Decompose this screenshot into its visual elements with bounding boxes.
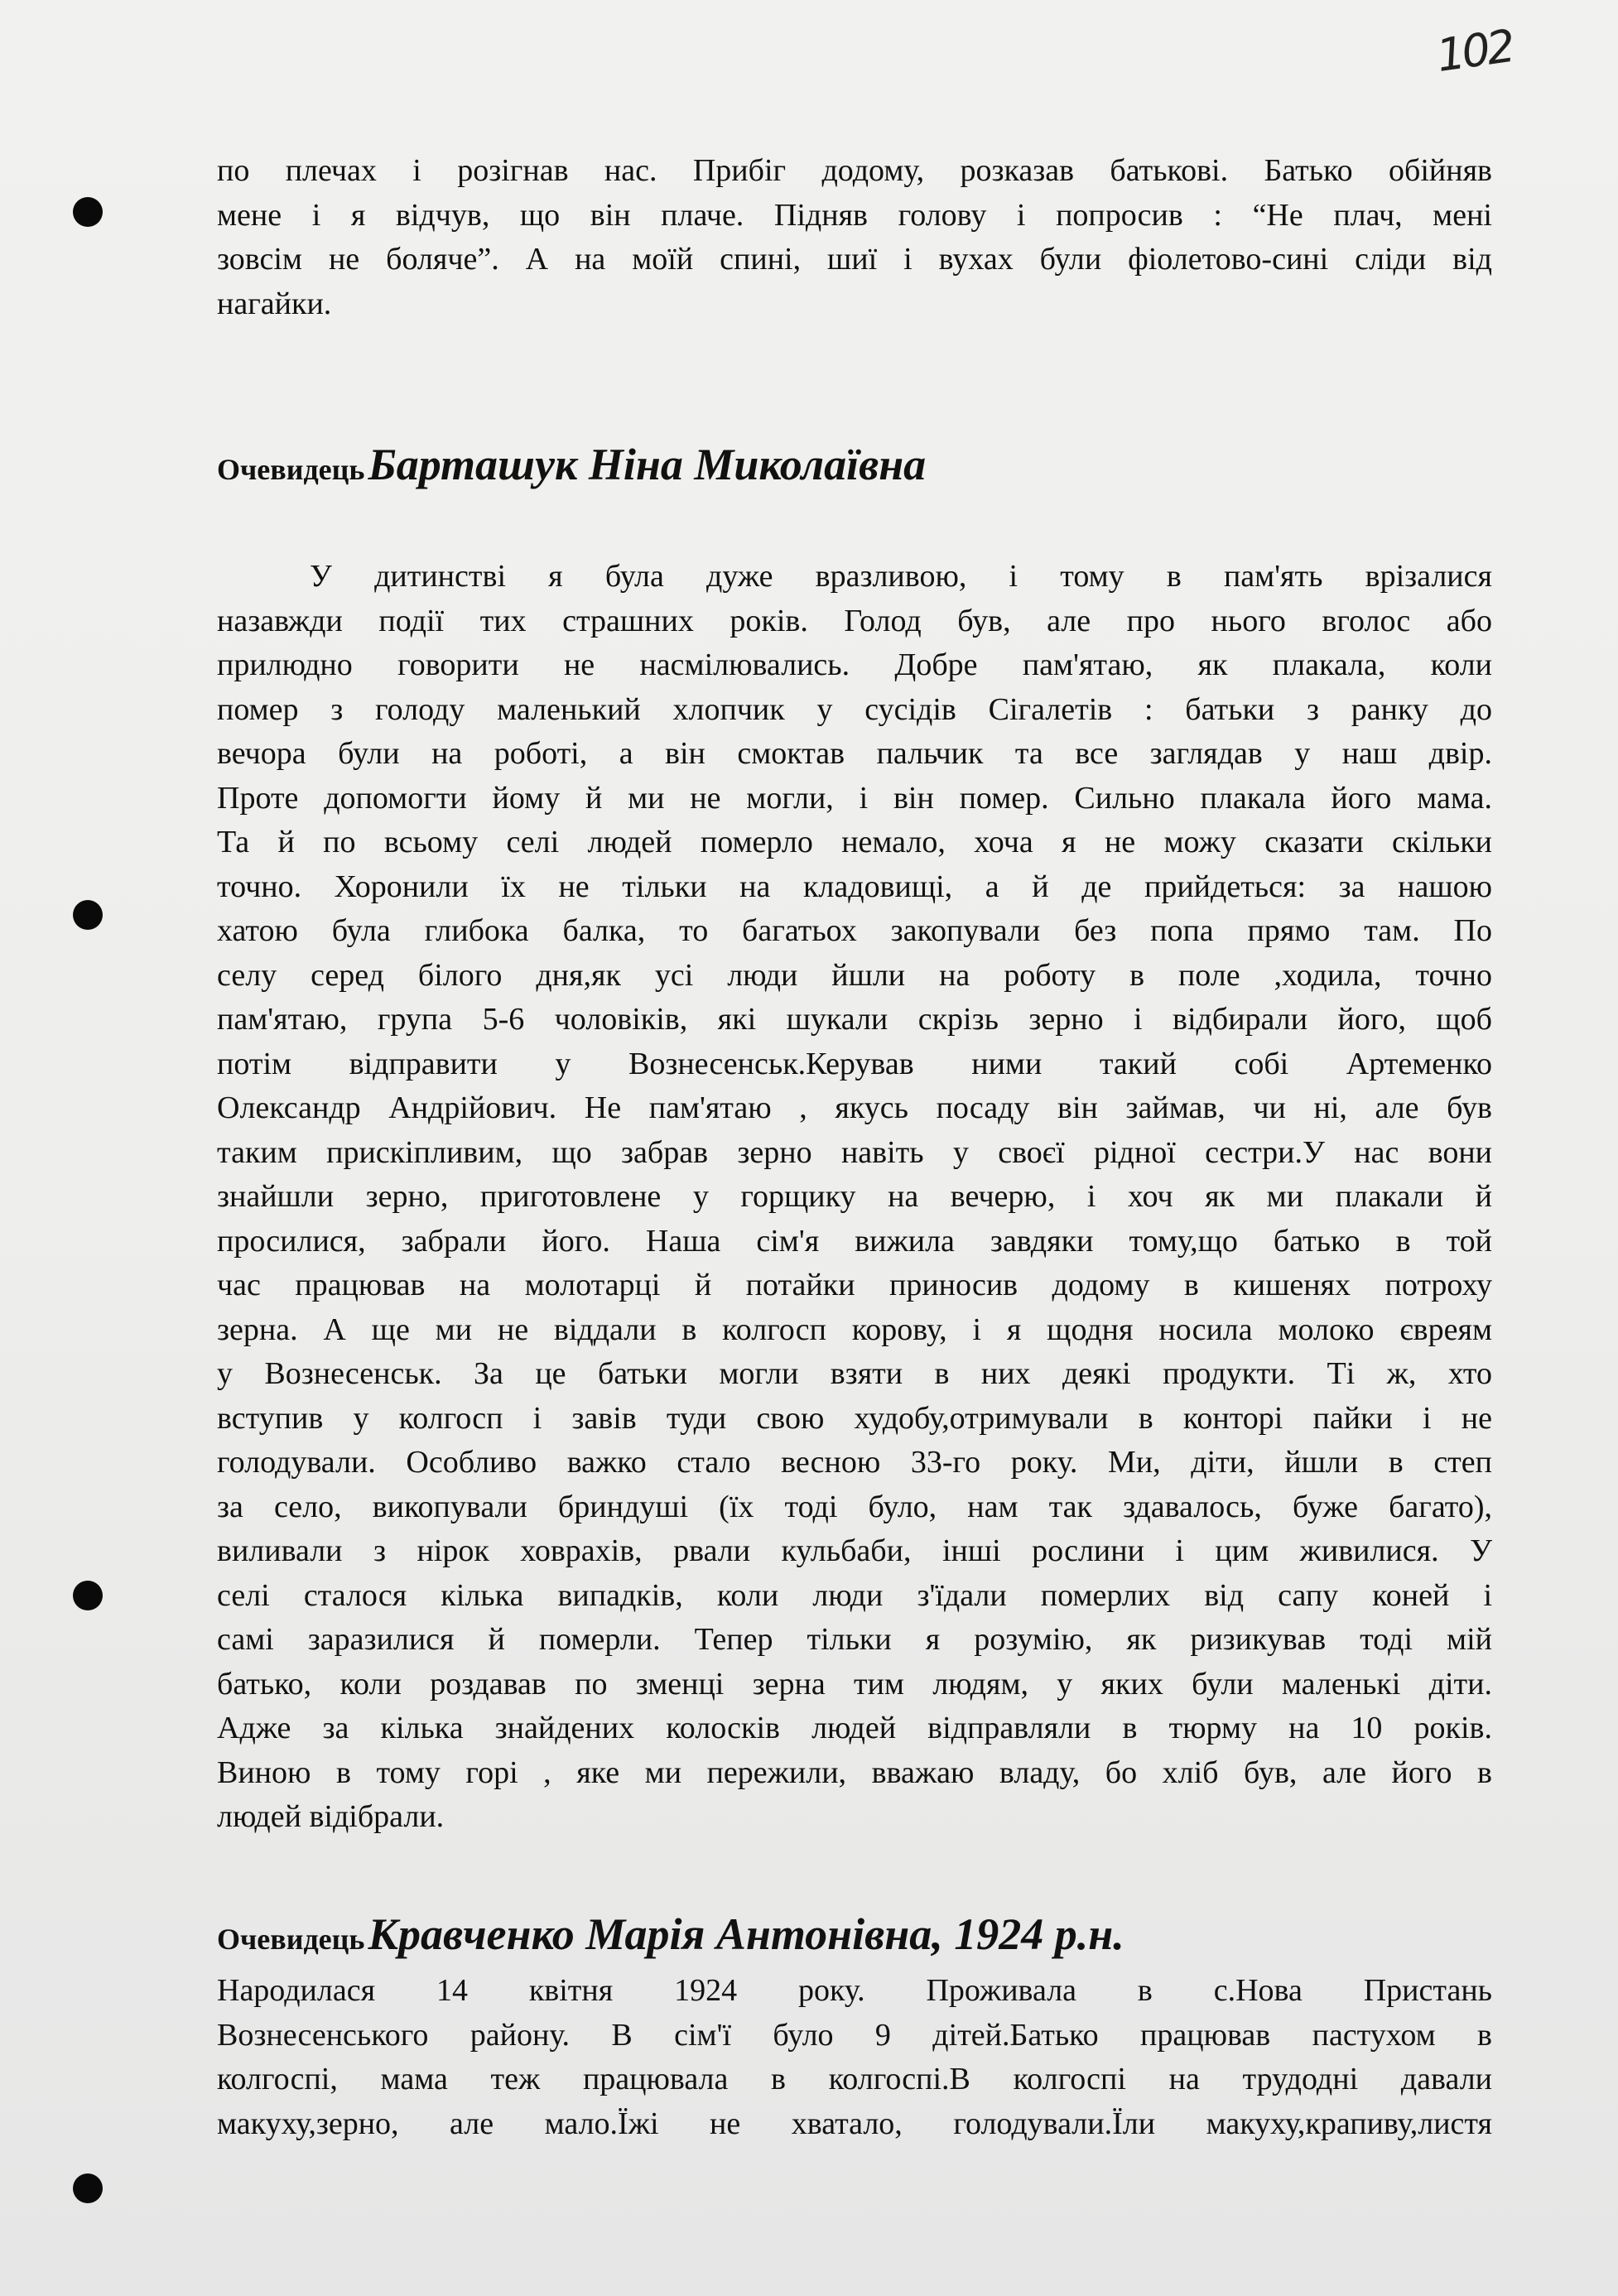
- text-line: самі заразилися й померли. Тепер тільки я розумію, як ризикував тоді мій: [217, 1622, 1492, 1657]
- text-line: у Вознесенськ. За це батьки могли взяти в них деякі продукти. Ті ж, хто: [217, 1356, 1492, 1391]
- text-line: макуху,зерно, але мало.Їжі не хватало, голодували.Їли макуху,крапиву,листя: [217, 2106, 1492, 2141]
- text-line: час працював на молотарці й потайки приносив додому в кишенях потроху: [217, 1268, 1492, 1302]
- section2-paragraph: [217, 1969, 1492, 2146]
- text-line: Та й по всьому селі людей померло немало, хоча я не можу сказати скільки: [217, 825, 1492, 859]
- text-line: просилися, забрали його. Наша сім'я вижила завдяки тому,що батько в той: [217, 1223, 1492, 1259]
- text-line: помер з голоду маленький хлопчик у сусідів Сігалетів : батьки з ранку до: [217, 691, 1492, 727]
- text-line: прилюдно говорити не насмілювались. Добре пам'ятаю, як плакала, коли: [217, 647, 1492, 682]
- text-line: назавжди події тих страшних років. Голод був, але про нього вголос або: [217, 603, 1492, 638]
- text-line: зовсім не боляче”. А на моїй спині, шиї і вухах були фіолетово-сині сліди від: [217, 242, 1492, 277]
- text-line: нагайки.: [217, 286, 332, 321]
- text-line: селу серед білого дня,як усі люди йшли на роботу в поле ,ходила, точно: [217, 957, 1492, 993]
- punch-hole: [73, 900, 103, 930]
- text-line: хатою була глибока балка, то багатьох закопували без попа прямо там. По: [217, 913, 1492, 948]
- punch-hole: [73, 1581, 103, 1610]
- text-line: точно. Хоронили їх не тільки на кладовищі, а й де прийдеться: за нашою: [217, 869, 1492, 904]
- text-line: потім відправити у Вознесенськ.Керував ними такий собі Артеменко: [217, 1046, 1492, 1081]
- text-line: вступив у колгосп і завів туди свою худобу,отримували в конторі пайки і не: [217, 1400, 1492, 1436]
- text-line: пам'ятаю, група 5-6 чоловіків, які шукали скрізь зерно і відбирали його, щоб: [217, 1002, 1492, 1037]
- text-line: вечора були на роботі, а він смоктав пальчик та все заглядав у наш двір.: [217, 736, 1492, 771]
- witness-label: Очевидець: [217, 453, 365, 486]
- text-line: людей відібрали.: [217, 1799, 445, 1834]
- text-line: виливали з нірок ховрахів, рвали кульбаби, інші рослини і цим живилися. У: [217, 1533, 1492, 1568]
- text-line: Проте допомогти йому й ми не могли, і він помер. Сильно плакала його мама.: [217, 780, 1492, 816]
- text-line: голодували. Особливо важко стало весною 33-го року. Ми, діти, йшли в степ: [217, 1445, 1492, 1480]
- text-line: таким прискіпливим, що забрав зерно навіть у своєї рідної сестри.У нас вони: [217, 1134, 1492, 1170]
- witness-name: Барташук Ніна Миколаївна: [368, 440, 927, 489]
- text-line: У дитинстві я була дуже вразливою, і тому в пам'ять врізалися: [310, 559, 1492, 594]
- intro-paragraph: [217, 149, 1492, 326]
- text-line: Адже за кілька знайдених колосків людей відправляли в тюрму на 10 років.: [217, 1711, 1492, 1745]
- handwritten-page-number: 102: [1433, 19, 1516, 83]
- text-line: мене і я відчув, що він плаче. Підняв голову і попросив : “Не плач, мені: [217, 197, 1492, 233]
- text-line: Вознесенського району. В сім'ї було 9 дітей.Батько працював пастухом в: [217, 2017, 1492, 2053]
- witness-name: Кравченко Марія Антонівна, 1924 р.н.: [368, 1909, 1124, 1959]
- text-line: зерна. А ще ми не віддали в колгосп корову, і я щодня носила молоко євреям: [217, 1312, 1492, 1347]
- text-line: по плечах і розігнав нас. Прибіг додому, розказав батькові. Батько обійняв: [217, 153, 1492, 188]
- text-line: Виною в тому горі , яке ми пережили, вважаю владу, бо хліб був, але його в: [217, 1754, 1492, 1790]
- text-line: селі сталося кілька випадків, коли люди з'їдали померлих від сапу коней і: [217, 1577, 1492, 1613]
- punch-hole: [73, 2173, 103, 2203]
- text-line: за село, викопували бриндуші (їх тоді було, нам так здавалось, буже багато),: [217, 1489, 1492, 1524]
- section2-heading: [217, 1909, 1124, 1960]
- text-line: Олександр Андрійович. Не пам'ятаю , якусь посаду він займав, чи ні, але був: [217, 1090, 1492, 1125]
- punch-hole: [73, 197, 103, 227]
- text-line: знайшли зерно, приготовлене у горщику на вечерю, і хоч як ми плакали й: [217, 1179, 1492, 1214]
- witness-label: Очевидець: [217, 1923, 365, 1956]
- text-line: Народилася 14 квітня 1924 року. Проживала в с.Нова Пристань: [217, 1973, 1492, 2008]
- text-line: колгоспі, мама теж працювала в колгоспі.В колгоспі на трудодні давали: [217, 2062, 1492, 2096]
- text-line: батько, коли роздавав по зменці зерна тим людям, у яких були маленькі діти.: [217, 1666, 1492, 1702]
- section1-paragraph: [217, 555, 1492, 1840]
- section1-heading: [217, 439, 926, 490]
